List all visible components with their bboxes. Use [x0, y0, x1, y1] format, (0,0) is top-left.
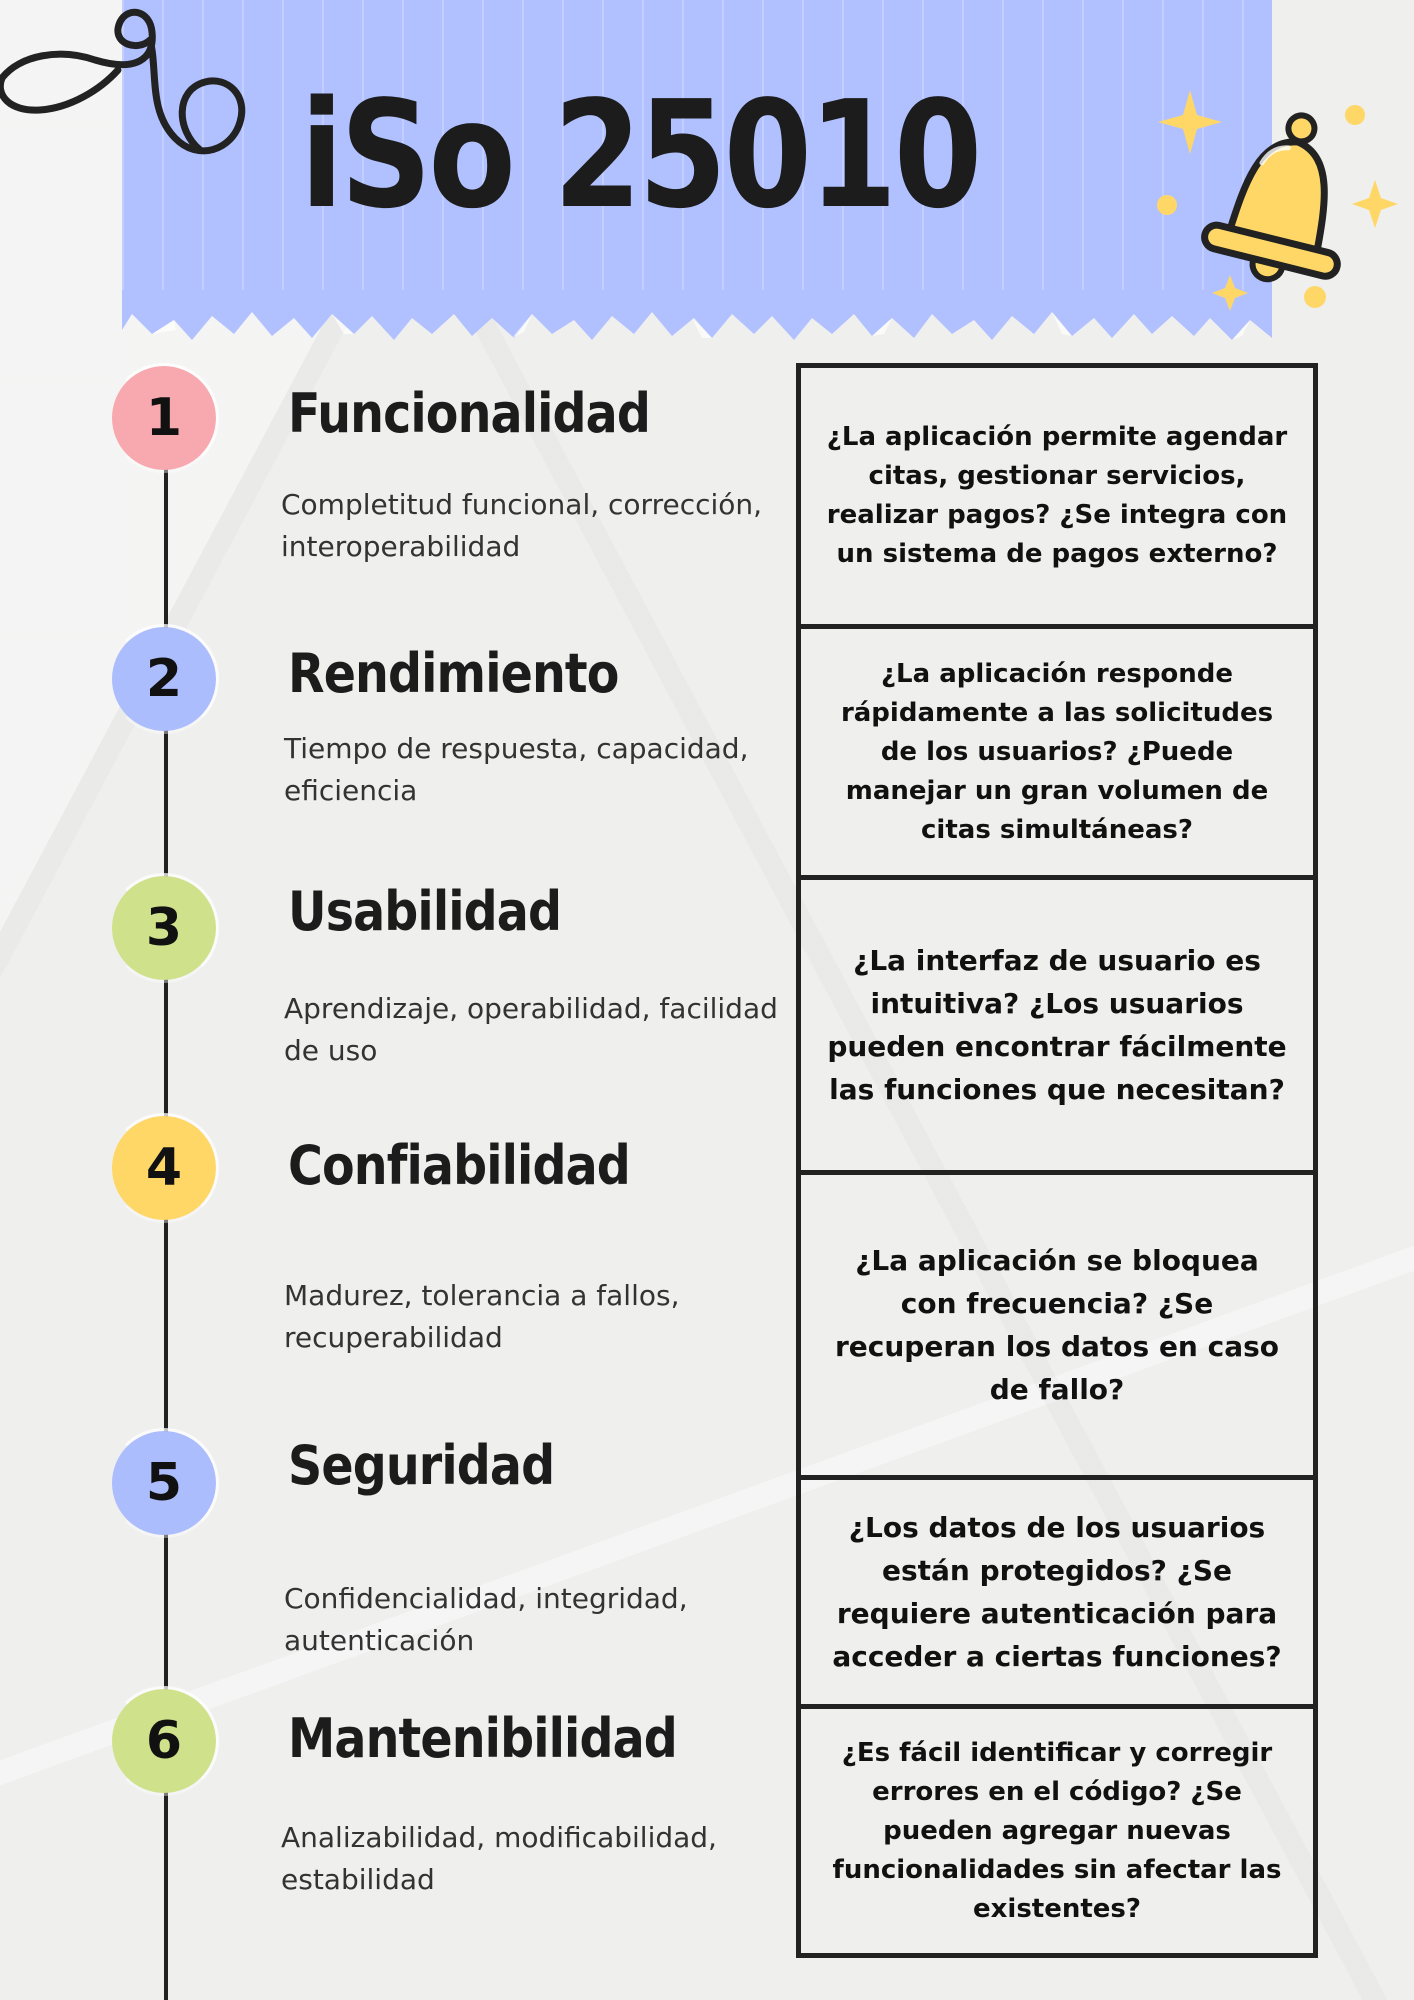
step-badge-6: 6 — [112, 1689, 216, 1793]
sparkle-icon — [1158, 90, 1222, 154]
sparkle-icon — [1352, 180, 1398, 228]
sparkle-icon — [1212, 275, 1248, 311]
question-box-usabilidad — [796, 875, 1318, 1175]
item-title-rendimiento: Rendimiento — [288, 642, 619, 705]
step-badge-2: 2 — [112, 627, 216, 731]
question-box-rendimiento — [796, 624, 1318, 880]
item-desc-usabilidad: Aprendizaje, operabilidad, facilidad de uso — [284, 992, 778, 1067]
item-desc-funcionalidad: Completitud funcional, corrección, interoperabilidad — [281, 488, 763, 563]
banner-torn-edge — [122, 290, 1272, 346]
question-text: ¿Los datos de los usuarios están protegidos? ¿Se requiere autenticación para acceder a ciertas funciones? — [832, 1511, 1282, 1673]
item-title-confiabilidad: Confiabilidad — [288, 1134, 630, 1197]
question-text: ¿La aplicación se bloquea con frecuencia? ¿Se recuperan los datos en caso de fallo? — [834, 1244, 1280, 1406]
question-box-funcionalidad — [796, 363, 1318, 629]
question-text: ¿La interfaz de usuario es intuitiva? ¿Los usuarios pueden encontrar fácilmente las funciones que necesitan? — [827, 944, 1287, 1106]
item-title-mantenibilidad: Mantenibilidad — [288, 1707, 677, 1770]
step-badge-3: 3 — [112, 876, 216, 980]
item-desc-seguridad: Confidencialidad, integridad, autenticación — [284, 1582, 688, 1657]
bell-icon — [1150, 85, 1400, 335]
question-box-seguridad — [796, 1475, 1318, 1709]
item-title-funcionalidad: Funcionalidad — [288, 382, 650, 445]
step-badge-4: 4 — [112, 1116, 216, 1220]
item-title-seguridad: Seguridad — [288, 1434, 555, 1497]
item-desc-confiabilidad: Madurez, tolerancia a fallos, recuperabilidad — [284, 1279, 680, 1354]
question-text: ¿La aplicación permite agendar citas, gestionar servicios, realizar pagos? ¿Se integra con un sistema de pagos externo? — [826, 422, 1288, 569]
question-box-mantenibilidad — [796, 1704, 1318, 1958]
item-desc-mantenibilidad: Analizabilidad, modificabilidad, estabilidad — [281, 1821, 717, 1896]
step-badge-5: 5 — [112, 1431, 216, 1535]
page-title: iSo 25010 — [300, 69, 979, 241]
step-badge-1: 1 — [112, 366, 216, 470]
squiggle-doodle-icon — [0, 0, 300, 190]
item-title-usabilidad: Usabilidad — [288, 880, 562, 943]
question-text: ¿Es fácil identificar y corregir errores en el código? ¿Se pueden agregar nuevas funcionalidades sin afectar las existentes? — [832, 1737, 1282, 1924]
question-box-confiabilidad — [796, 1170, 1318, 1480]
item-desc-rendimiento: Tiempo de respuesta, capacidad, eficiencia — [284, 732, 749, 807]
question-text: ¿La aplicación responde rápidamente a las solicitudes de los usuarios? ¿Puede manejar un gran volumen de citas simultáneas? — [840, 658, 1274, 845]
